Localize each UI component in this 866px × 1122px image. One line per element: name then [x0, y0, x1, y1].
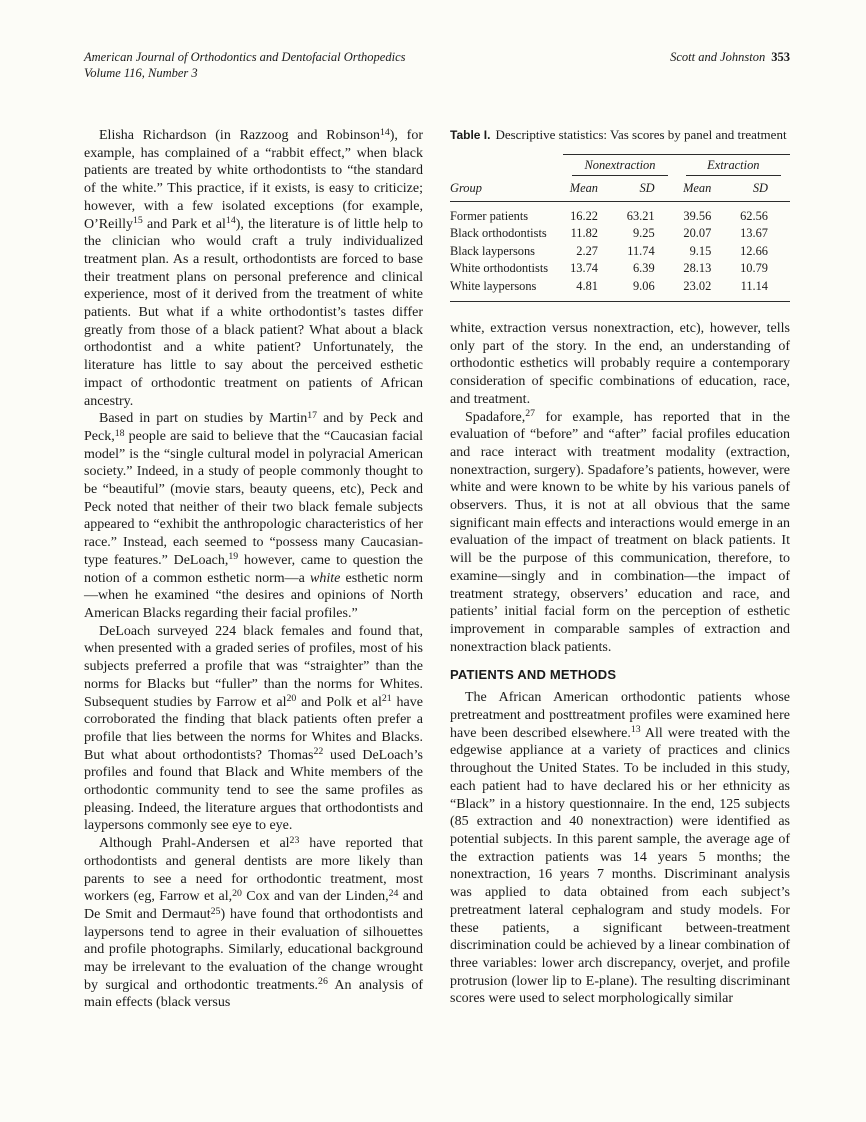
header-sd-extraction: SD	[733, 177, 790, 201]
paragraph: white, extraction versus nonextraction, etc), however, tells only part of the story. In the end, an understanding of orthodontic esthetics will probably require a contemporary consideration of specific combinations of education, race, and treatment.	[450, 321, 790, 407]
value-cell: 63.21	[626, 208, 655, 223]
table-row	[450, 278, 790, 302]
colgroup-extraction: Extraction	[677, 154, 790, 177]
value-cell: 16.22	[570, 208, 598, 223]
value-cell: 9.06	[620, 278, 677, 302]
table-caption	[450, 127, 790, 144]
left-column	[84, 127, 423, 1012]
group-name-cell: Former patients	[450, 208, 529, 223]
empty-header-cell	[450, 154, 563, 177]
colgroup-nonextraction: Nonextraction	[563, 154, 676, 177]
authors-page-block	[670, 50, 790, 66]
value-cell: 6.39	[632, 261, 655, 275]
value-cell: 11.82	[570, 226, 598, 240]
paragraph: Based in part on studies by Martin$^{17}$ and by Peck and Peck,$^{18}$ people are said to believe that the “Caucasian facial model” is the “single cultural model in polyracial American society.” Indeed, in a study of people commonly thought to be “beautiful” (movie stars, beauty queens, etc), Peck and Peck noted that neither of their two black female subjects appeared to “exhibit the anthropologic characteristics of her race.” Instead, each seemed to “possess many Caucasian-type features.” DeLoach,$^{19}$ however, came to question the notion of a common esthetic norm—a white esthetic norm—when he examined “the desires and opinions of North American Blacks regarding their facial profiles.”	[84, 409, 423, 621]
table-row	[450, 243, 790, 261]
value-cell: 13.74	[570, 261, 598, 275]
right-intro-paragraphs	[450, 320, 790, 656]
value-cell: 20.07	[683, 226, 712, 240]
methods-paragraphs	[450, 689, 790, 1008]
paragraph: DeLoach surveyed 224 black females and found that, when presented with a graded series of profiles, most of his subjects preferred a profile that was “straighter” than the norms for Blacks but “fuller” than the norms for Whites. Subsequent studies by Farrow et $al^{20}$ and Polk et $al^{21}$ have corroborated the finding that black patients often prefer a profile that lies between the norms for Whites and Blacks. But what about orthodontists? Thomas$^{22}$ used DeLoach’s profiles and found that Black and White members of the orthodontic community tend to see the same profiles as pleasing. Indeed, the literature argues that orthodontists and laypersons commonly see eye to eye.	[84, 623, 423, 834]
value-cell: 28.13	[683, 261, 712, 275]
group-name-cell: Black laypersons	[450, 243, 535, 258]
column-header-row	[450, 177, 790, 201]
paragraph: Elisha Richardson (in Razzoog and Robinson$^{14}$), for example, has complained of a “rabbit effect,” when black patients are treated by white orthodontists to “the standard of the white.” This practice, if it exists, is easy to criticize; however, with a few isolated exceptions (for example, O’Reilly$^{15}$ and Park et $al^{14}$), the literature is of little help to the clinician who would craft a truly individualized treatment plan. As a result, orthodontists are forced to base their treatment plans on personal preference and clinical experience, most of it derived from the treatment of white patients. But what if a white orthodontist’s tastes differ greatly from those of a black patient? What about a black orthodontist and a white patient? Unfortunately, the literature has little to say about the perceived esthetic impact of orthodontic treatment on patients of African ancestry.	[84, 126, 423, 409]
value-cell: 62.56	[740, 208, 768, 223]
group-name-cell: Black orthodontists	[450, 226, 547, 240]
table-label: Table I.	[450, 128, 491, 142]
page-number: 353	[771, 50, 790, 64]
paragraph: Spadafore,$^{27}$ for example, has reported that in the evaluation of “before” and “after” facial profiles education and race interact with treatment modality (extraction, nonextraction, surgery). Spadafore’s patients, however, were white and were known to be white by his various panels of observers. Thus, it is not at all obvious that the same significant main effects and interactions would emerge in an evaluation of the impact of treatment on black patients. It will be the purpose of this communication, therefore, to examine—singly and in combination—the impact of treatment strategy, observers’ education and race, and patients’ initial facial form on the perception of esthetic improvement in comparable samples of extraction and nonextraction black patients.	[450, 408, 790, 655]
section-heading-patients-and-methods: PATIENTS AND METHODS	[450, 667, 617, 683]
paragraph: Although Prahl-Andersen et $al^{23}$ have reported that orthodontists and general dentists are more likely than parents to see a need for orthodontic treatment, most workers (eg, Farrow et al,$^{20}$ Cox and van der Linden,$^{24}$ and De Smit and Dermaut$^{25}$) have found that orthodontists and laypersons tend to agree in their evaluation of silhouettes and profile photographs. Similarly, educational background may be irrelevant to the evaluation of the change wrought by surgical and orthodontic treatments.$^{26}$ An analysis of main effects (black versus	[84, 834, 423, 1011]
running-head	[84, 50, 790, 81]
value-cell: 9.15	[689, 243, 712, 258]
header-mean-nonextraction: Mean	[563, 177, 620, 201]
value-cell: 23.02	[677, 278, 734, 302]
group-name-cell: White laypersons	[450, 278, 563, 302]
authors: Scott and Johnston	[670, 50, 766, 64]
column-group-row	[450, 154, 790, 177]
value-cell: 11.14	[733, 278, 790, 302]
table-body	[450, 201, 790, 302]
value-cell: 10.79	[740, 261, 768, 275]
value-cell: 9.25	[632, 226, 655, 240]
descriptive-statistics-table	[450, 154, 790, 303]
value-cell: 11.74	[627, 243, 655, 258]
value-cell: 39.56	[683, 208, 712, 223]
header-sd-nonextraction: SD	[620, 177, 677, 201]
table-row	[450, 225, 790, 243]
header-group: Group	[450, 177, 563, 201]
value-cell: 4.81	[563, 278, 620, 302]
table-row	[450, 201, 790, 225]
journal-title: American Journal of Orthodontics and Dentofacial Orthopedics	[84, 50, 406, 64]
journal-title-block	[84, 50, 406, 81]
value-cell: 12.66	[740, 243, 768, 258]
table-caption-text: Descriptive statistics: Vas scores by panel and treatment	[495, 127, 787, 142]
right-column	[450, 127, 790, 1012]
table-row	[450, 260, 790, 278]
table-1-block	[450, 127, 790, 302]
paragraph: The African American orthodontic patients whose pretreatment and posttreatment profiles were examined here have been described elsewhere.$^{13}$ All were treated with the edgewise appliance at a variety of practices and clinics throughout the United States. To be included in this study, each patient had to have declared his or her ethnicity as “Black” in a history questionnaire. In the end, 125 subjects (85 extraction and 40 nonextraction) were identified as potential subjects. In this parent sample, the average age of the extraction patients was 14 years 5 months; the nonextraction, 16 years 7 months. Discriminant analysis was applied to data obtained from each subject’s pretreatment lateral cephalogram and study models. For these patients, a significant between-treatment discrimination could be achieved by a linear combination of three variables: lower arch discrepancy, overjet, and profile protrusion (lower lip to E-plane). The resulting discriminant scores were used to select morphologically similar	[450, 690, 790, 1007]
header-mean-extraction: Mean	[677, 177, 734, 201]
group-name-cell: White orthodontists	[450, 261, 549, 275]
value-cell: 13.67	[740, 226, 768, 240]
two-column-body	[84, 127, 790, 1012]
journal-volume: Volume 116, Number 3	[84, 65, 198, 80]
value-cell: 2.27	[576, 243, 598, 258]
